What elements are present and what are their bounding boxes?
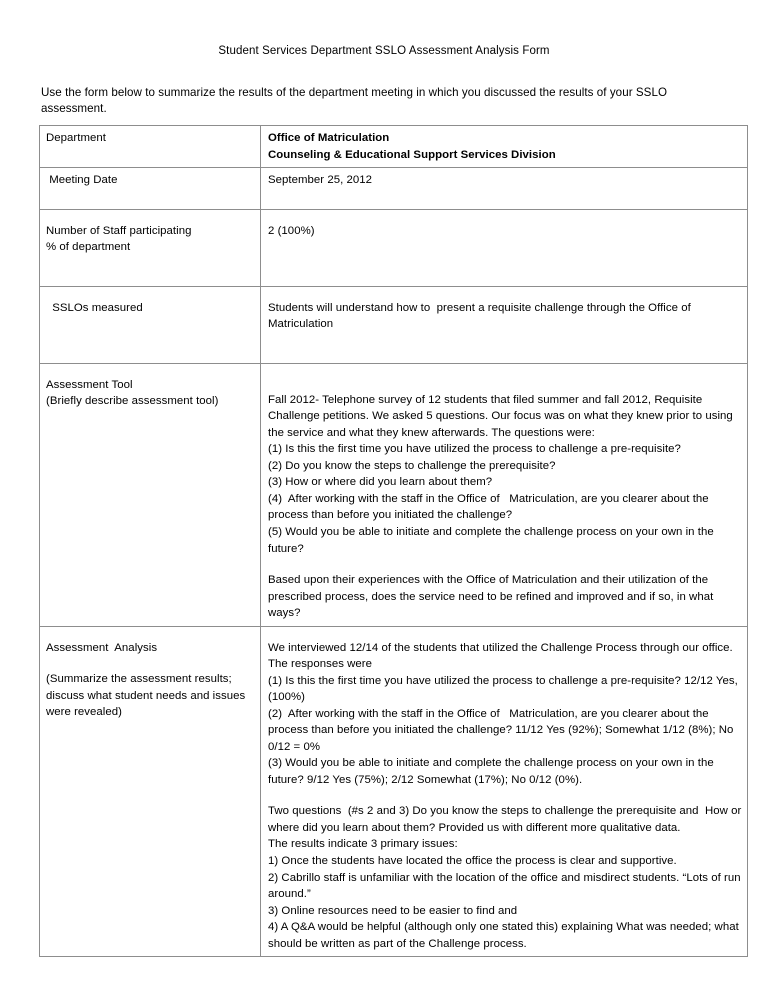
row-label-assessment-tool — [40, 363, 261, 626]
value-line: The results indicate 3 primary issues: — [268, 838, 458, 851]
table-row — [40, 126, 748, 168]
label-line: % of department — [46, 241, 131, 254]
value-line: Fall 2012- Telephone survey of 12 students that filed summer and fall 2012, Requisite Challenge petitions. We asked 5 questions. Our focus was on what they knew prior to using the service and what they knew afterwards. The questions were: — [268, 393, 737, 439]
sslo-assessment-table — [39, 125, 748, 957]
label-line: (Briefly describe assessment tool) — [46, 395, 219, 408]
table-row — [40, 286, 748, 363]
row-label-sslos-measured — [40, 286, 261, 363]
value-line: Based upon their experiences with the Office of Matriculation and their utilization of the prescribed process, does the service need to be refined and improved and if so, in what ways? — [268, 574, 717, 620]
label-line: Assessment Tool — [46, 378, 133, 391]
value-line: 2 (100%) — [268, 224, 315, 237]
row-label-meeting-date — [40, 168, 261, 210]
value-line: September 25, 2012 — [268, 174, 373, 187]
label-line: Assessment Analysis — [46, 641, 158, 654]
label-line: Department — [46, 132, 106, 144]
value-line: Two questions (#s 2 and 3) Do you know the steps to challenge the prerequisite and How or where did you learn about them? Provided us with different more qualitative data. — [268, 805, 745, 834]
row-value-meeting-date — [261, 168, 748, 210]
label-spacer — [46, 656, 255, 671]
table-row — [40, 209, 748, 286]
value-line: Office of Matriculation — [268, 132, 390, 144]
row-value-department — [261, 126, 748, 168]
intro-paragraph: Use the form below to summarize the results of the department meeting in which you discussed the results of your SSLO assessment. — [41, 85, 668, 116]
row-label-assessment-analysis — [40, 626, 261, 957]
label-line: Number of Staff participating — [46, 224, 192, 237]
value-spacer — [268, 557, 742, 572]
label-line: (Summarize the assessment results; discuss what student needs and issues were revealed) — [46, 673, 249, 719]
value-line: 1) Once the students have located the office the process is clear and supportive. — [268, 855, 677, 867]
value-line: Students will understand how to present a requisite challenge through the Office of Matriculation — [268, 301, 695, 331]
value-line: 3) Online resources need to be easier to find and — [268, 904, 518, 917]
row-value-sslos-measured — [261, 286, 748, 363]
value-line: We interviewed 12/14 of the students that utilized the Challenge Process through our office. The responses were — [268, 641, 736, 671]
row-label-staff-participating — [40, 209, 261, 286]
label-line: Meeting Date — [46, 174, 118, 187]
row-value-staff-participating — [261, 209, 748, 286]
value-line: (5) Would you be able to initiate and complete the challenge process on your own in the future? — [268, 525, 717, 555]
value-spacer — [268, 788, 742, 803]
value-line: (2) After working with the staff in the Office of Matriculation, are you clearer about the process than before you initiated the challenge? 11/12 Yes (92%); Somewhat 1/12 (8%); No 0/12 = 0% — [268, 707, 737, 753]
value-line: (1) Is this the first time you have utilized the process to challenge a pre-requisite? 12/12 Yes, (100%) — [268, 674, 742, 704]
value-line: (1) Is this the first time you have utilized the process to challenge a pre-requisite? — [268, 443, 681, 456]
row-value-assessment-analysis — [261, 626, 748, 957]
value-line: Counseling & Educational Support Services Division — [268, 148, 556, 161]
row-value-assessment-tool — [261, 363, 748, 626]
page-title: Student Services Department SSLO Assessment Analysis Form — [218, 45, 550, 57]
table-row — [40, 363, 748, 626]
value-line: (3) Would you be able to initiate and complete the challenge process on your own in the future? 9/12 Yes (75%); 2/12 Somewhat (17%); No 0/12 (0%). — [268, 757, 717, 786]
value-line: (2) Do you know the steps to challenge the prerequisite? — [268, 459, 556, 472]
table-row — [40, 168, 748, 210]
value-line: 4) A Q&A would be helpful (although only one stated this) explaining What was needed; what should be written as part of the Challenge process. — [268, 921, 743, 950]
value-line: (3) How or where did you learn about them? — [268, 476, 493, 489]
table-row — [40, 626, 748, 957]
row-label-department — [40, 126, 261, 168]
value-line: 2) Cabrillo staff is unfamiliar with the location of the office and misdirect students. “Lots of run around.” — [268, 871, 744, 901]
label-line: SSLOs measured — [49, 301, 143, 314]
value-line: (4) After working with the staff in the Office of Matriculation, are you clearer about the process than before you initiated the challenge? — [268, 492, 712, 522]
